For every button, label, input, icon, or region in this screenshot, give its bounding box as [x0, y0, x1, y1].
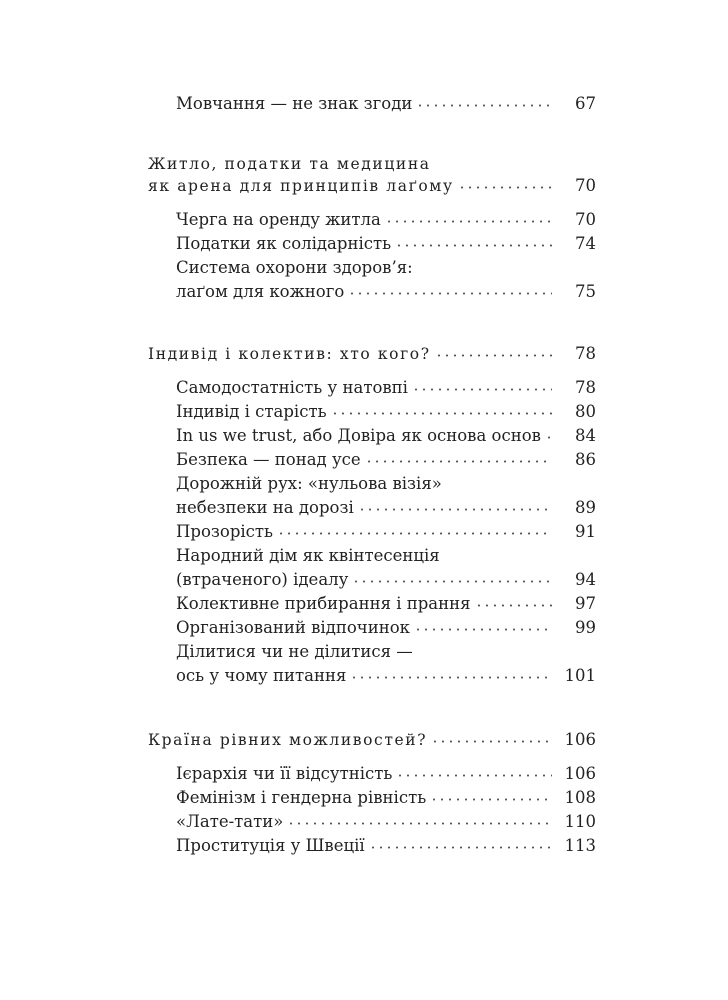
toc-entry [176, 208, 596, 230]
toc-page-number: 113 [564, 836, 596, 855]
toc-entry [176, 664, 596, 686]
toc-section-entry [148, 342, 596, 364]
toc-entry-title-line1: Народний дім як квінтесенція [176, 546, 440, 565]
toc-entry [176, 762, 596, 784]
dot-leader [352, 579, 552, 584]
toc-entry [176, 400, 596, 422]
dot-leader [458, 185, 552, 190]
toc-section-title-line1: Житло, податки та медицина [148, 155, 431, 173]
toc-page-number: 78 [575, 344, 596, 363]
toc-entry-title-line1: Дорожній рух: «нульова візія» [176, 474, 442, 493]
dot-leader [385, 219, 552, 224]
toc-entry [176, 520, 596, 542]
dot-leader [414, 627, 552, 632]
toc-entry [176, 92, 596, 114]
toc-entry [176, 376, 596, 398]
dot-leader [395, 243, 552, 248]
toc-entry-title: Проституція у Швеції [176, 836, 365, 855]
toc-section-title-line2: як арена для принципів лаґому [148, 177, 454, 195]
toc-page-number: 91 [575, 522, 596, 541]
dot-leader [277, 531, 552, 536]
toc-page-number: 97 [575, 594, 596, 613]
toc-entry [176, 810, 596, 832]
toc-page-number: 67 [575, 94, 596, 113]
toc-page-number: 89 [575, 498, 596, 517]
toc-page-number: 110 [564, 812, 596, 831]
dot-leader [545, 435, 552, 440]
toc-entry-title: Безпека — понад усе [176, 450, 361, 469]
toc-page-number: 86 [575, 450, 596, 469]
toc-page-number: 78 [575, 378, 596, 397]
toc-section-entry [148, 174, 596, 196]
toc-section-entry [148, 728, 596, 750]
dot-leader [331, 411, 552, 416]
toc-entry-title: Організований відпочинок [176, 618, 410, 637]
toc-entry-title-line2: (втраченого) ідеалу [176, 570, 349, 589]
dot-leader [369, 845, 552, 850]
toc-entry-title: In us we trust, або Довіра як основа основ [176, 426, 541, 445]
toc-entry-title: Прозорість [176, 522, 274, 541]
toc-entry [176, 616, 596, 638]
toc-entry [176, 424, 596, 446]
toc-entry-title: Колективне прибирання і прання [176, 594, 471, 613]
toc-page-number: 99 [575, 618, 596, 637]
dot-leader [475, 603, 552, 608]
toc-entry-title: Ієрархія чи її відсутність [176, 764, 393, 783]
toc-section-title: Індивід і колектив: хто кого? [148, 345, 431, 363]
toc-entry-title: Податки як солідарність [176, 234, 392, 253]
toc-section-title: Країна рівних можливостей? [148, 731, 428, 749]
dot-leader [350, 675, 552, 680]
dot-leader [412, 387, 552, 392]
dot-leader [396, 773, 552, 778]
toc-entry [176, 280, 596, 302]
toc-page-number: 106 [564, 764, 596, 783]
toc-page-number: 84 [575, 426, 596, 445]
toc-entry-title: Мовчання — не знак згоди [176, 94, 413, 113]
toc-page-number: 70 [575, 176, 596, 195]
toc-entry [176, 448, 596, 470]
toc-page-number: 80 [575, 402, 596, 421]
dot-leader [365, 459, 552, 464]
dot-leader [435, 353, 552, 358]
toc-entry-title: Індивід і старість [176, 402, 327, 421]
toc-entry-title: Самодостатність у натовпі [176, 378, 408, 397]
dot-leader [348, 291, 552, 296]
toc-page-number: 94 [575, 570, 596, 589]
dot-leader [287, 821, 552, 826]
toc-entry-title: Фемінізм і гендерна рівність [176, 788, 427, 807]
toc-page-number: 108 [564, 788, 596, 807]
toc-entry-title: «Лате-тати» [176, 812, 284, 831]
toc-page-number: 106 [564, 730, 596, 749]
dot-leader [416, 103, 552, 108]
toc-page-number: 70 [575, 210, 596, 229]
toc-page-number: 75 [575, 282, 596, 301]
dot-leader [431, 739, 552, 744]
toc-entry [176, 496, 596, 518]
dot-leader [358, 507, 552, 512]
toc-entry [176, 232, 596, 254]
toc-entry [176, 592, 596, 614]
toc-entry-title-line2: небезпеки на дорозі [176, 498, 354, 517]
toc-entry-title-line1: Ділитися чи не ділитися — [176, 642, 413, 661]
toc-entry-title: Черга на оренду житла [176, 210, 381, 229]
toc-page-number: 74 [575, 234, 596, 253]
toc-page-number: 101 [564, 666, 596, 685]
toc-entry [176, 568, 596, 590]
toc-entry-title-line2: лаґом для кожного [176, 282, 345, 301]
toc-entry-title-line1: Система охорони здоров’я: [176, 258, 413, 277]
toc-entry [176, 786, 596, 808]
dot-leader [430, 797, 552, 802]
toc-entry-title-line2: ось у чому питання [176, 666, 347, 685]
toc-entry [176, 834, 596, 856]
